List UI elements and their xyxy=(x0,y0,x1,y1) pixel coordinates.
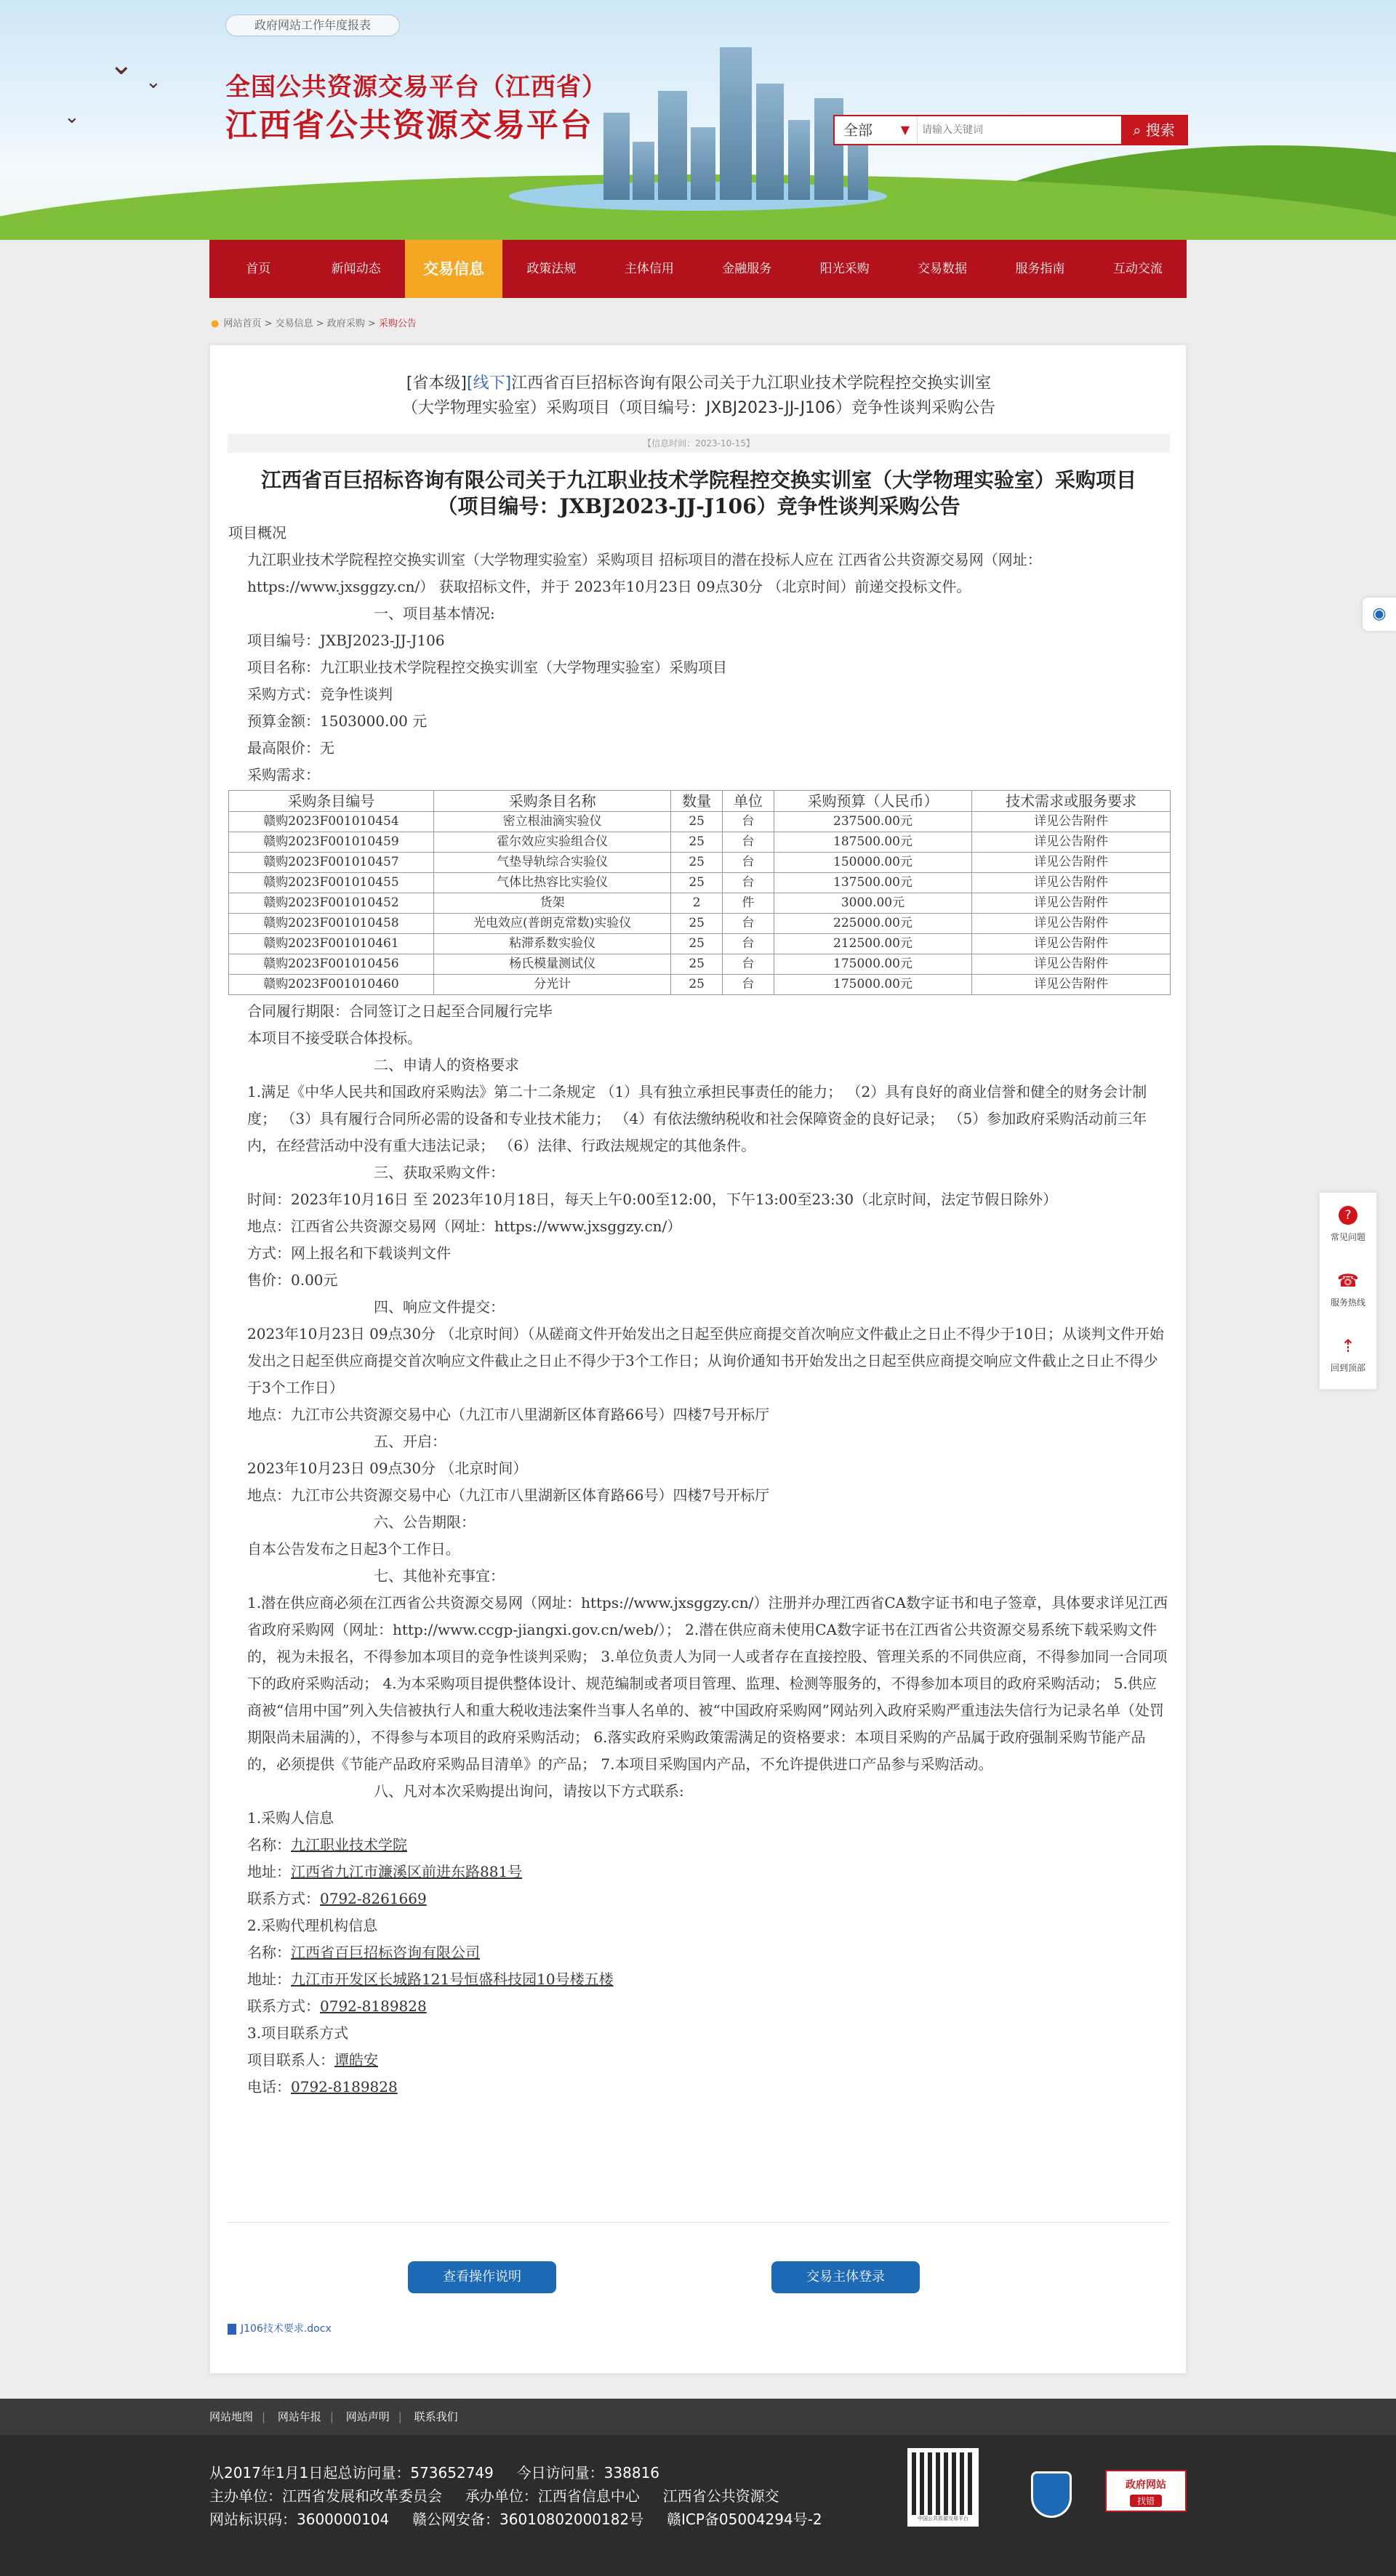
table-row xyxy=(229,812,1171,832)
breadcrumb-home[interactable]: 网站首页 xyxy=(223,318,262,329)
footer-id-line: 网站标识码：3600000104 赣公网安备：36010802000182号 赣ICP备05004294号-2 xyxy=(209,2511,822,2528)
search-button[interactable]: ⌕ 搜索 xyxy=(1121,116,1187,144)
table-cell: 25 xyxy=(671,954,723,975)
submit-place: 地点：九江市公共资源交易中心（九江市八里湖新区体育路66号）四楼7号开标厅 xyxy=(247,1406,770,1423)
search-input[interactable] xyxy=(922,121,1133,140)
breadcrumb: ● 网站首页 > 交易信息 > 政府采购 > 采购公告 xyxy=(211,318,417,329)
table-cell: 赣购2023F001010460 xyxy=(229,975,434,995)
chevron-down-icon: ▼ xyxy=(900,123,910,137)
publish-date: 【信息时间：2023-10-15】 xyxy=(228,434,1170,453)
project-info-item: 项目编号：JXBJ2023-JJ-J106 xyxy=(247,632,445,649)
table-header: 采购条目编号 xyxy=(229,791,434,812)
table-cell: 150000.00元 xyxy=(774,853,972,873)
contact-subheading: 3.项目联系方式 xyxy=(247,2024,349,2042)
contact-subheading: 2.采购代理机构信息 xyxy=(247,1917,378,1934)
table-cell: 赣购2023F001010458 xyxy=(229,914,434,934)
bird-icon: ⌄ xyxy=(64,106,80,128)
table-cell: 详见公告附件 xyxy=(972,853,1171,873)
nav-finance[interactable]: 金融服务 xyxy=(722,262,772,276)
divider xyxy=(228,2222,1170,2223)
table-cell: 25 xyxy=(671,873,723,893)
table-cell: 详见公告附件 xyxy=(972,873,1171,893)
table-cell: 2 xyxy=(671,893,723,914)
search-bar xyxy=(833,115,1188,145)
footer-link-report[interactable]: 网站年报 xyxy=(277,2410,321,2423)
table-cell: 赣购2023F001010457 xyxy=(229,853,434,873)
table-cell: 详见公告附件 xyxy=(972,975,1171,995)
nav-policy[interactable]: 政策法规 xyxy=(526,262,577,276)
banner-building xyxy=(756,84,784,200)
site-logo-line2[interactable]: 江西省公共资源交易平台 xyxy=(225,107,593,144)
section-heading: 八、凡对本次采购提出询问，请按以下方式联系: xyxy=(374,1782,684,1800)
table-cell: 225000.00元 xyxy=(774,914,972,934)
table-cell: 气体比热容比实验仪 xyxy=(433,873,670,893)
table-cell: 台 xyxy=(722,812,774,832)
table-cell: 25 xyxy=(671,975,723,995)
table-row xyxy=(229,853,1171,873)
table-row xyxy=(229,893,1171,914)
open-place: 地点：九江市公共资源交易中心（九江市八里湖新区体育路66号）四楼7号开标厅 xyxy=(247,1486,770,1504)
table-cell: 霍尔效应实验组合仪 xyxy=(433,832,670,853)
consortium-note: 本项目不接受联合体投标。 xyxy=(247,1029,422,1047)
table-cell: 货架 xyxy=(433,893,670,914)
table-row xyxy=(229,934,1171,954)
section-heading: 三、获取采购文件： xyxy=(374,1164,505,1181)
table-header: 采购条目名称 xyxy=(433,791,670,812)
project-info-item: 采购方式：竞争性谈判 xyxy=(247,685,393,703)
agency-address: 地址：九江市开发区长城路121号恒盛科技园10号楼五楼 xyxy=(247,1971,614,1988)
site-logo-line1[interactable]: 全国公共资源交易平台（江西省） xyxy=(225,73,607,102)
error-report-badge[interactable]: 政府网站 找错 xyxy=(1105,2470,1187,2512)
section-heading: 二、申请人的资格要求 xyxy=(374,1056,519,1074)
section-heading: 七、其他补充事宜： xyxy=(374,1567,505,1585)
table-header: 单位 xyxy=(722,791,774,812)
contract-term: 合同履行期限：合同签订之日起至合同履行完毕 xyxy=(247,1002,553,1020)
table-cell: 光电效应(普朗克常数)实验仪 xyxy=(433,914,670,934)
nav-credit[interactable]: 主体信用 xyxy=(624,262,674,276)
table-header: 技术需求或服务要求 xyxy=(972,791,1171,812)
banner-building xyxy=(814,98,843,200)
banner-building xyxy=(658,91,687,200)
accessibility-icon[interactable]: ◉ xyxy=(1363,597,1396,631)
table-cell: 台 xyxy=(722,914,774,934)
banner-building xyxy=(603,113,630,200)
agency-phone: 联系方式：0792-8189828 xyxy=(247,1997,427,2015)
contact-subheading: 1.采购人信息 xyxy=(247,1809,334,1827)
table-cell: 25 xyxy=(671,853,723,873)
article-panel xyxy=(209,345,1187,2374)
sidebar-item-faq[interactable]: ? 常见问题 xyxy=(1320,1193,1376,1258)
footer-link-contact[interactable]: 联系我们 xyxy=(414,2410,458,2423)
bird-icon: ⌄ xyxy=(145,71,161,93)
table-cell: 212500.00元 xyxy=(774,934,972,954)
notice-period: 自本公告发布之日起3个工作日。 xyxy=(247,1540,460,1558)
footer-links-bar: 网站地图 | 网站年报 | 网站声明 | 联系我们 xyxy=(0,2399,1396,2435)
doc-place: 地点：江西省公共资源交易网（网址：https://www.jxsggzy.cn/） xyxy=(247,1217,682,1235)
table-row xyxy=(229,914,1171,934)
banner-building xyxy=(720,47,752,200)
banner-building xyxy=(633,142,654,200)
overview-text: 九江职业技术学院程控交换实训室（大学物理实验室）采购项目 招标项目的潜在投标人应在 江西省公共资源交易网（网址：https://www.jxsggzy.cn/） 获取招标文件，并于 2023年10月23日 09点30分 （北京时间）前递交投标文件。 xyxy=(247,551,1042,595)
doc-method: 方式：网上报名和下载谈判文件 xyxy=(247,1244,451,1262)
table-cell: 台 xyxy=(722,975,774,995)
project-info-item: 最高限价：无 xyxy=(247,739,334,757)
table-row xyxy=(229,954,1171,975)
footer-link-statement[interactable]: 网站声明 xyxy=(345,2410,390,2423)
table-row xyxy=(229,975,1171,995)
main-nav xyxy=(209,240,1187,298)
sidebar-item-hotline[interactable]: ☎ 服务热线 xyxy=(1320,1258,1376,1324)
doc-time: 时间：2023年10月16日 至 2023年10月18日，每天上午0:00至12:00，下午13:00至23:30（北京时间，法定节假日除外） xyxy=(247,1191,1058,1208)
article-header-title: [省本级][线下]江西省百巨招标咨询有限公司关于九江职业技术学院程控交换实训室 （大学物理实验室）采购项目（项目编号：JXBJ2023-JJ-J106）竞争性谈判采购公告 xyxy=(401,374,996,417)
table-cell: 25 xyxy=(671,934,723,954)
nav-news[interactable]: 新闻动态 xyxy=(331,262,381,276)
project-info-item: 预算金额：1503000.00 元 xyxy=(247,712,428,730)
project-contact-person: 项目联系人：谭皓安 xyxy=(247,2051,378,2069)
table-cell: 赣购2023F001010459 xyxy=(229,832,434,853)
table-cell: 详见公告附件 xyxy=(972,893,1171,914)
page-title: 江西省百巨招标咨询有限公司关于九江职业技术学院程控交换实训室（大学物理实验室）采购项目 （项目编号：JXBJ2023-JJ-J106）竞争性谈判采购公告 xyxy=(260,468,1136,518)
document-icon xyxy=(228,2324,236,2335)
table-cell: 粘滞系数实验仪 xyxy=(433,934,670,954)
table-cell: 赣购2023F001010456 xyxy=(229,954,434,975)
purchaser-phone: 联系方式：0792-8261669 xyxy=(247,1890,427,1907)
trader-login-button[interactable]: 交易主体登录 xyxy=(771,2261,920,2293)
section-heading: 四、响应文件提交： xyxy=(374,1298,505,1316)
qr-code: 中国公共资源交易平台 xyxy=(907,2448,979,2527)
table-header: 数量 xyxy=(671,791,723,812)
purchaser-name: 名称：九江职业技术学院 xyxy=(247,1836,407,1853)
table-cell: 件 xyxy=(722,893,774,914)
top-arrow-icon: ⇡ xyxy=(1340,1336,1356,1356)
sidebar-item-top[interactable]: ⇡ 回到顶部 xyxy=(1320,1324,1376,1389)
article-body xyxy=(228,520,1171,2101)
footer-info xyxy=(0,2435,1396,2576)
table-cell: 台 xyxy=(722,954,774,975)
table-cell: 密立根油滴实验仪 xyxy=(433,812,670,832)
location-pin-icon: ● xyxy=(211,318,220,329)
table-cell: 25 xyxy=(671,914,723,934)
breadcrumb-current: 采购公告 xyxy=(378,318,417,329)
nav-data[interactable]: 交易数据 xyxy=(918,262,968,276)
gov-org-badge-icon[interactable] xyxy=(1031,2471,1072,2518)
table-cell: 台 xyxy=(722,832,774,853)
agency-name: 名称：江西省百巨招标咨询有限公司 xyxy=(247,1944,480,1961)
table-cell: 25 xyxy=(671,832,723,853)
operation-guide-button[interactable]: 查看操作说明 xyxy=(408,2261,556,2293)
table-cell: 详见公告附件 xyxy=(972,832,1171,853)
footer-visits-line: 从2017年1月1日起总访问量：573652749 今日访问量：338816 xyxy=(209,2464,660,2482)
table-cell: 杨氏模量测试仪 xyxy=(433,954,670,975)
breadcrumb-trade[interactable]: 交易信息 xyxy=(275,318,313,329)
question-icon: ? xyxy=(1339,1206,1357,1225)
project-info-item: 采购需求： xyxy=(247,766,320,784)
search-icon: ⌕ xyxy=(1133,121,1142,139)
nav-home[interactable]: 首页 xyxy=(246,262,271,276)
table-cell: 详见公告附件 xyxy=(972,914,1171,934)
purchaser-address: 地址：江西省九江市濂溪区前进东路881号 xyxy=(247,1863,523,1880)
table-cell: 175000.00元 xyxy=(774,975,972,995)
nav-interact[interactable]: 互动交流 xyxy=(1112,262,1163,276)
table-cell: 3000.00元 xyxy=(774,893,972,914)
table-cell: 台 xyxy=(722,853,774,873)
qualification-text: 1.满足《中华人民共和国政府采购法》第二十二条规定 （1）具有独立承担民事责任的能力； （2）具有良好的商业信誉和健全的财务会计制度； （3）具有履行合同所必需的设备和专业技术能力； （4）有依法缴纳税收和社会保障资金的良好记录； （5）参加政府采购活动前三年内，在经营活动中没有重大违法记录； （6）法律、行政法规规定的其他条件。 xyxy=(247,1083,1147,1154)
table-cell: 详见公告附件 xyxy=(972,954,1171,975)
overview-heading: 项目概况 xyxy=(228,524,286,542)
table-cell: 赣购2023F001010461 xyxy=(229,934,434,954)
submit-text: 2023年10月23日 09点30分 （北京时间）（从磋商文件开始发出之日起至供应商提交首次响应文件截止之日止不得少于10日；从谈判文件开始发出之日起至供应商提交首次响应文件截止之日止不得少于3个工作日；从询价通知书开始发出之日起至供应商提交响应文件截止之日止不得少于3个工作日） xyxy=(247,1325,1164,1396)
table-cell: 赣购2023F001010454 xyxy=(229,812,434,832)
supplement-text: 1.潜在供应商必须在江西省公共资源交易网（网址：https://www.jxsggzy.cn/）注册并办理江西省CA数字证书和电子签章，具体要求详见江西省政府采购网（网址：http://www.ccgp-jiangxi.gov.cn/web/）； 2.潜在供应商未使用CA数字证书在江西省公共资源交易系统下载采购文件的，视为未报名，不得参加本项目的竞争性谈判采购； 3.单位负责人为同一人或者存在直接控股、管理关系的不同供应商，不得参加同一合同项下的政府采购活动； 4.为本采购项目提供整体设计、规范编制或者项目管理、监理、检测等服务的，不得参加本项目的政府采购活动； 5.供应商被“信用中国”列入失信被执行人和重大税收违法案件当事人名单的、被“中国政府采购网”网站列入政府采购严重违法失信行为记录名单（处罚期限尚未届满的），不得参与本项目的政府采购活动； 6.落实政府采购政策需满足的资格要求：本项目采购的产品属于政府强制采购节能产品的，必须提供《节能产品政府采购品目清单》的产品； 7.本项目采购国内产品，不允许提供进口产品参与采购活动。 xyxy=(247,1594,1168,1773)
table-cell: 237500.00元 xyxy=(774,812,972,832)
table-cell: 137500.00元 xyxy=(774,873,972,893)
section-heading: 六、公告期限： xyxy=(374,1513,476,1531)
open-time: 2023年10月23日 09点30分 （北京时间） xyxy=(247,1460,528,1477)
table-row xyxy=(229,832,1171,853)
phone-icon: ☎ xyxy=(1337,1271,1359,1291)
table-cell: 赣购2023F001010455 xyxy=(229,873,434,893)
header-banner xyxy=(0,0,1396,240)
banner-building xyxy=(691,127,715,200)
section-heading: 一、项目基本情况: xyxy=(374,605,495,622)
table-cell: 25 xyxy=(671,812,723,832)
table-cell: 台 xyxy=(722,873,774,893)
table-row xyxy=(229,873,1171,893)
annual-report-link[interactable]: 政府网站工作年度报表 xyxy=(225,15,400,36)
table-cell: 详见公告附件 xyxy=(972,934,1171,954)
breadcrumb-procurement[interactable]: 政府采购 xyxy=(326,318,365,329)
bird-icon: ⌄ xyxy=(109,48,134,81)
project-contact-phone: 电话：0792-8189828 xyxy=(247,2078,398,2096)
table-cell: 赣购2023F001010452 xyxy=(229,893,434,914)
procurement-table xyxy=(228,790,1171,995)
table-cell: 详见公告附件 xyxy=(972,812,1171,832)
table-cell: 187500.00元 xyxy=(774,832,972,853)
table-cell: 气垫导轨综合实验仪 xyxy=(433,853,670,873)
attachment-link[interactable]: J106技术要求.docx xyxy=(228,2321,332,2335)
nav-trade-info[interactable]: 交易信息 xyxy=(405,240,502,298)
footer-host-line: 主办单位：江西省发展和改革委员会 承办单位：江西省信息中心 江西省公共资源交 xyxy=(209,2487,779,2505)
doc-price: 售价：0.00元 xyxy=(247,1271,338,1289)
table-cell: 台 xyxy=(722,934,774,954)
table-cell: 分光计 xyxy=(433,975,670,995)
nav-sunshine[interactable]: 阳光采购 xyxy=(819,262,870,276)
section-heading: 五、开启： xyxy=(374,1433,446,1450)
banner-building xyxy=(788,120,810,200)
footer-link-sitemap[interactable]: 网站地图 xyxy=(209,2410,254,2423)
search-scope-select[interactable]: 全部 ▼ xyxy=(835,116,918,144)
table-header: 采购预算（人民币） xyxy=(774,791,972,812)
floating-sidebar xyxy=(1319,1192,1377,1390)
nav-guide[interactable]: 服务指南 xyxy=(1015,262,1065,276)
project-info-item: 项目名称：九江职业技术学院程控交换实训室（大学物理实验室）采购项目 xyxy=(247,659,727,676)
table-cell: 175000.00元 xyxy=(774,954,972,975)
